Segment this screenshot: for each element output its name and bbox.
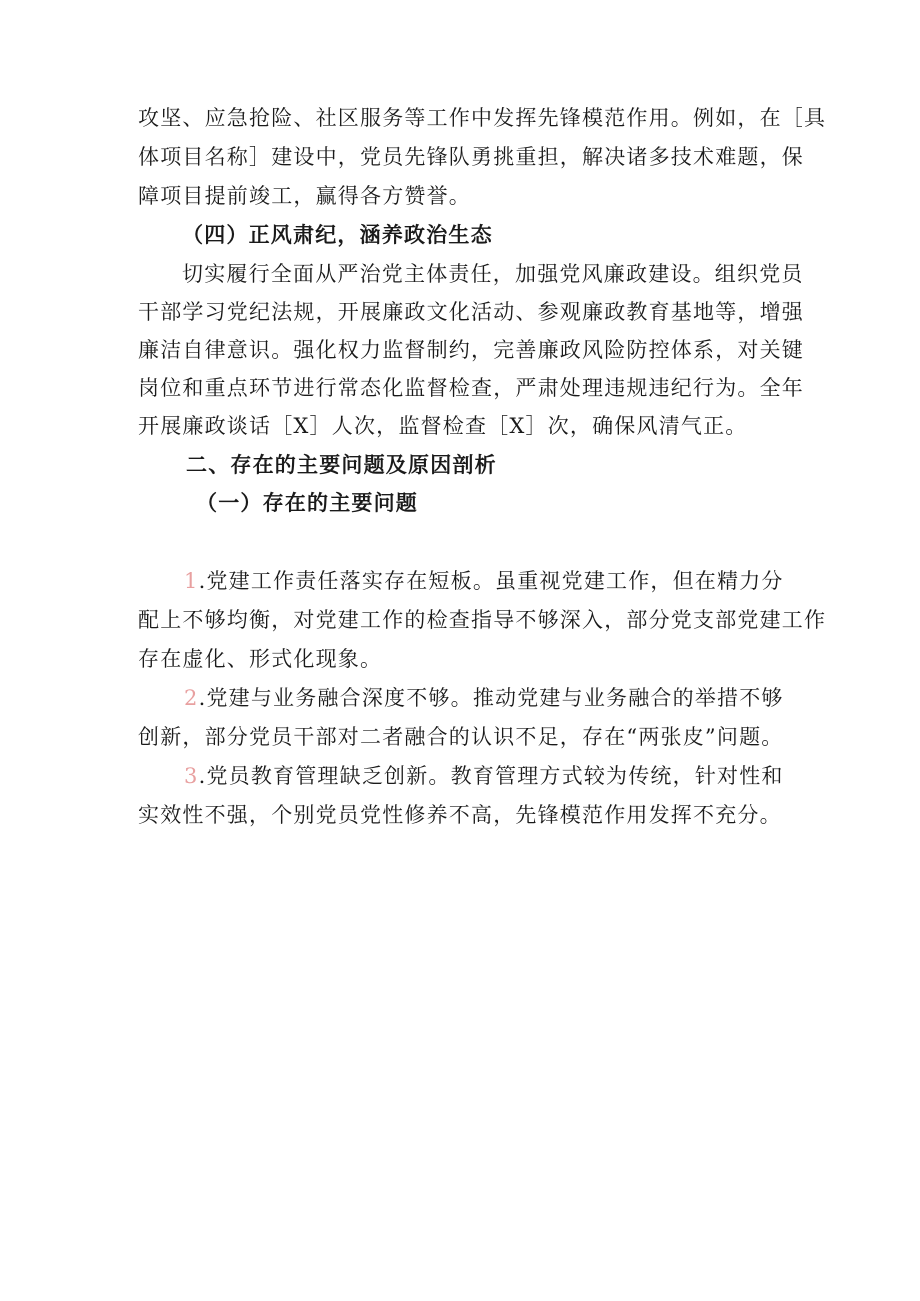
paragraph-line: 障项目提前竣工，赢得各方赞誉。 xyxy=(138,184,471,208)
paragraph-line: 廉洁自律意识。强化权力监督制约，完善廉政风险防控体系，对关键 xyxy=(138,338,804,362)
paragraph-line: 实效性不强，个别党员党性修养不高，先锋模范作用发挥不充分。 xyxy=(138,803,782,827)
list-item-number: 1 xyxy=(184,569,199,593)
paragraph-line: 切实履行全面从严治党主体责任，加强党风廉政建设。组织党员 xyxy=(182,262,804,286)
paragraph-line: 体项目名称］建设中，党员先锋队勇挑重担，解决诸多技术难题，保 xyxy=(138,145,804,169)
list-item-text: .党员教育管理缺乏创新。教育管理方式较为传统，针对性和 xyxy=(198,764,784,788)
paragraph-line: 创新，部分党员干部对二者融合的认识不足，存在“两张皮”问题。 xyxy=(138,725,784,749)
paragraph-line: 干部学习党纪法规，开展廉政文化活动、参观廉政教育基地等，增强 xyxy=(138,300,804,324)
list-item-first-line xyxy=(184,684,784,712)
list-item-text: .党建与业务融合深度不够。推动党建与业务融合的举措不够 xyxy=(198,686,784,710)
heading-text: （四）正风肃纪，涵养政治生态 xyxy=(182,222,493,247)
paragraph-line: 开展廉政谈话［X］人次，监督检查［X］次，确保风清气正。 xyxy=(138,414,748,438)
heading-text: 二、存在的主要问题及原因剖析 xyxy=(186,452,497,477)
paragraph-line: 存在虚化、形式化现象。 xyxy=(138,647,383,671)
heading-text: （一）存在的主要问题 xyxy=(196,490,418,515)
paragraph-line: 岗位和重点环节进行常态化监督检查，严肃处理违规违纪行为。全年 xyxy=(138,376,804,400)
paragraph-line: 配上不够均衡，对党建工作的检查指导不够深入，部分党支部党建工作 xyxy=(138,608,827,632)
list-item-first-line xyxy=(184,567,784,595)
list-item-text: .党建工作责任落实存在短板。虽重视党建工作，但在精力分 xyxy=(198,569,784,593)
list-item-number: 2 xyxy=(184,686,199,710)
list-item-first-line xyxy=(184,762,784,790)
list-item-number: 3 xyxy=(184,764,199,788)
paragraph-line: 攻坚、应急抢险、社区服务等工作中发挥先锋模范作用。例如，在［具 xyxy=(138,106,827,130)
